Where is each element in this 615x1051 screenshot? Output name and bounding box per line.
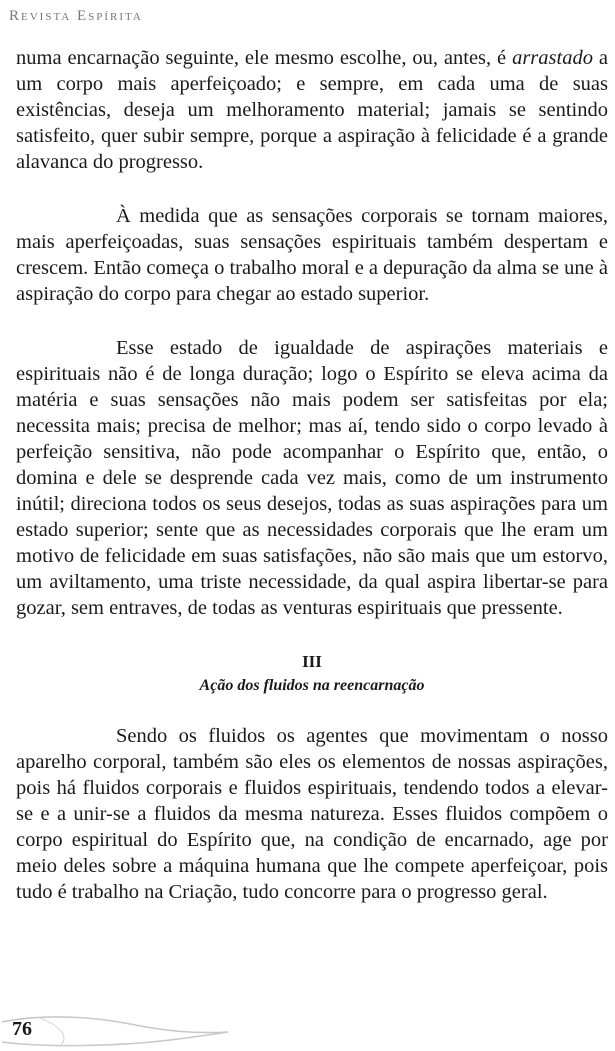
section-number: III (302, 652, 322, 671)
section-title: Ação dos fluidos na reencarnação (199, 677, 425, 694)
page-swoosh-decoration (0, 1012, 230, 1048)
paragraph-1 (16, 45, 608, 175)
paragraph-1-end: a um corpo mais aperfeiçoado; e sempre, em cada uma de suas existências, deseja um melhoramento material; jamais se sentindo satisfeito, quer subir sempre, porque a aspiração à felicidade é a grande alavanca do progresso. (16, 47, 608, 173)
paragraph-1-start: numa encarnação seguinte, ele mesmo escolhe, ou, antes, é (16, 47, 513, 69)
page-body (16, 45, 608, 905)
running-header: Revista Espírita (9, 8, 143, 24)
page-number: 76 (12, 1018, 32, 1040)
paragraph-4: Sendo os fluidos os agentes que movimentam o nosso aparelho corporal, também são eles os elementos de nossas aspirações, pois há fluidos corporais e fluidos espirituais, tendendo todos a elevar-se e a unir-se a fluidos da mesma natureza. Esses fluidos compõem o corpo espiritual do Espírito que, na condição de encarnado, age por meio deles sobre a máquina humana que lhe compete aperfeiçoar, pois tudo é trabalho na Criação, tudo concorre para o progresso geral. (16, 725, 608, 903)
paragraph-1-emphasis: arrastado (512, 47, 593, 69)
paragraph-2: À medida que as sensações corporais se tornam maiores, mais aperfeiçoadas, suas sensações espirituais também despertam e crescem. Então começa o trabalho moral e a depuração da alma se une à aspiração do corpo para chegar ao estado superior. (16, 205, 608, 305)
paragraph-3: Esse estado de igualdade de aspirações materiais e espirituais não é de longa duração; logo o Espírito se eleva acima da matéria e suas sensações não mais podem ser satisfeitas por ela; necessita mais; precisa de melhor; mas aí, tendo sido o corpo levado à perfeição sensitiva, não pode acompanhar o Espírito que, então, o domina e dele se desprende cada vez mais, como de um instrumento inútil; direciona todos os seus desejos, todas as suas aspirações para um estado superior; sente que as necessidades corporais que lhe eram um motivo de felicidade em suas satisfações, não são mais que um estorvo, um aviltamento, uma triste necessidade, da qual aspira libertar-se para gozar, sem entraves, de todas as venturas espirituais que pressente. (16, 337, 608, 619)
